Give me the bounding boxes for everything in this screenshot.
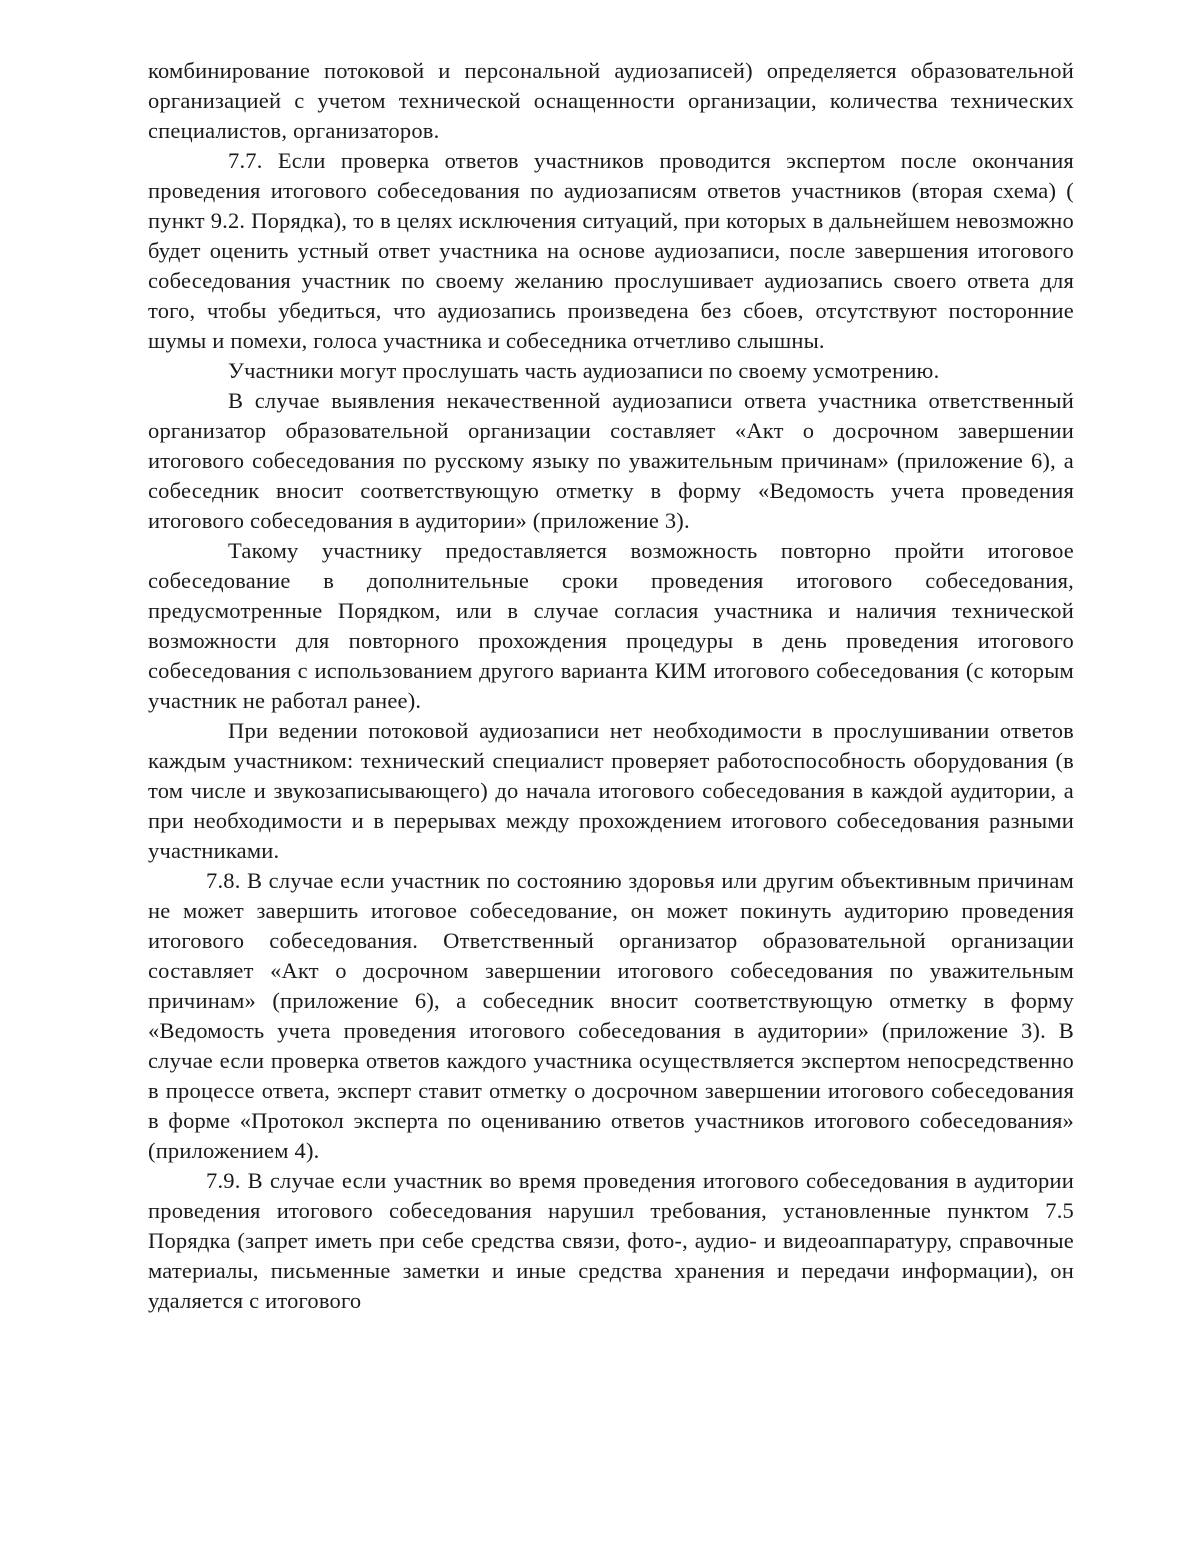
paragraph-poor-recording: В случае выявления некачественной аудиозаписи ответа участника ответственный организатор образовательной организации составляет «Акт о досрочном завершении итогового собеседования по русскому языку по уважительным причинам» (приложение 6), а собеседник вносит соответствующую отметку в форму «Ведомость учета проведения итогового собеседования в аудитории» (приложение 3). [148,388,1074,533]
paragraph-7-8: 7.8. В случае если участник по состоянию здоровья или другим объективным причинам не может завершить итоговое собеседование, он может покинуть аудиторию проведения итогового собеседования. Ответственный организатор образовательной организации составляет «Акт о досрочном завершении итогового собеседования по уважительным причинам» (приложение 6), а собеседник вносит соответствующую отметку в форму «Ведомость учета проведения итогового собеседования в аудитории» (приложение 3). В случае если проверка ответов каждого участника осуществляется экспертом непосредственно в процессе ответа, эксперт ставит отметку о досрочном завершении итогового собеседования в форме «Протокол эксперта по оцениванию ответов участников итогового собеседования» (приложением 4). [148,868,1074,1163]
paragraph-continuation: комбинирование потоковой и персональной аудиозаписей) определяется образовательной организацией с учетом технической оснащенности организации, количества технических специалистов, организаторов. [148,58,1074,143]
paragraph-retake-opportunity: Такому участнику предоставляется возможность повторно пройти итоговое собеседование в дополнительные сроки проведения итогового собеседования, предусмотренные Порядком, или в случае согласия участника и наличия технической возможности для повторного прохождения процедуры в день проведения итогового собеседования с использованием другого варианта КИМ итогового собеседования (с которым участник не работал ранее). [148,538,1074,713]
paragraph-7-9: 7.9. В случае если участник во время проведения итогового собеседования в аудитории проведения итогового собеседования нарушил требования, установленные пунктом 7.5 Порядка (запрет иметь при себе средства связи, фото-, аудио- и видеоаппаратуру, справочные материалы, письменные заметки и иные средства хранения и передачи информации), он удаляется с итогового [148,1168,1074,1313]
document-body [148,56,1074,1316]
paragraph-partial-listening: Участники могут прослушать часть аудиозаписи по своему усмотрению. [228,358,940,383]
paragraph-7-7: 7.7. Если проверка ответов участников проводится экспертом после окончания проведения итогового собеседования по аудиозаписям ответов участников (вторая схема) ( пункт 9.2. Порядка), то в целях исключения ситуаций, при которых в дальнейшем невозможно будет оценить устный ответ участника на основе аудиозаписи, после завершения итогового собеседования участник по своему желанию прослушивает аудиозапись своего ответа для того, чтобы убедиться, что аудиозапись произведена без сбоев, отсутствуют посторонние шумы и помехи, голоса участника и собеседника отчетливо слышны. [148,148,1074,353]
paragraph-stream-recording: При ведении потоковой аудиозаписи нет необходимости в прослушивании ответов каждым участником: технический специалист проверяет работоспособность оборудования (в том числе и звукозаписывающего) до начала итогового собеседования в каждой аудитории, а при необходимости и в перерывах между прохождением итогового собеседования разными участниками. [148,718,1074,863]
